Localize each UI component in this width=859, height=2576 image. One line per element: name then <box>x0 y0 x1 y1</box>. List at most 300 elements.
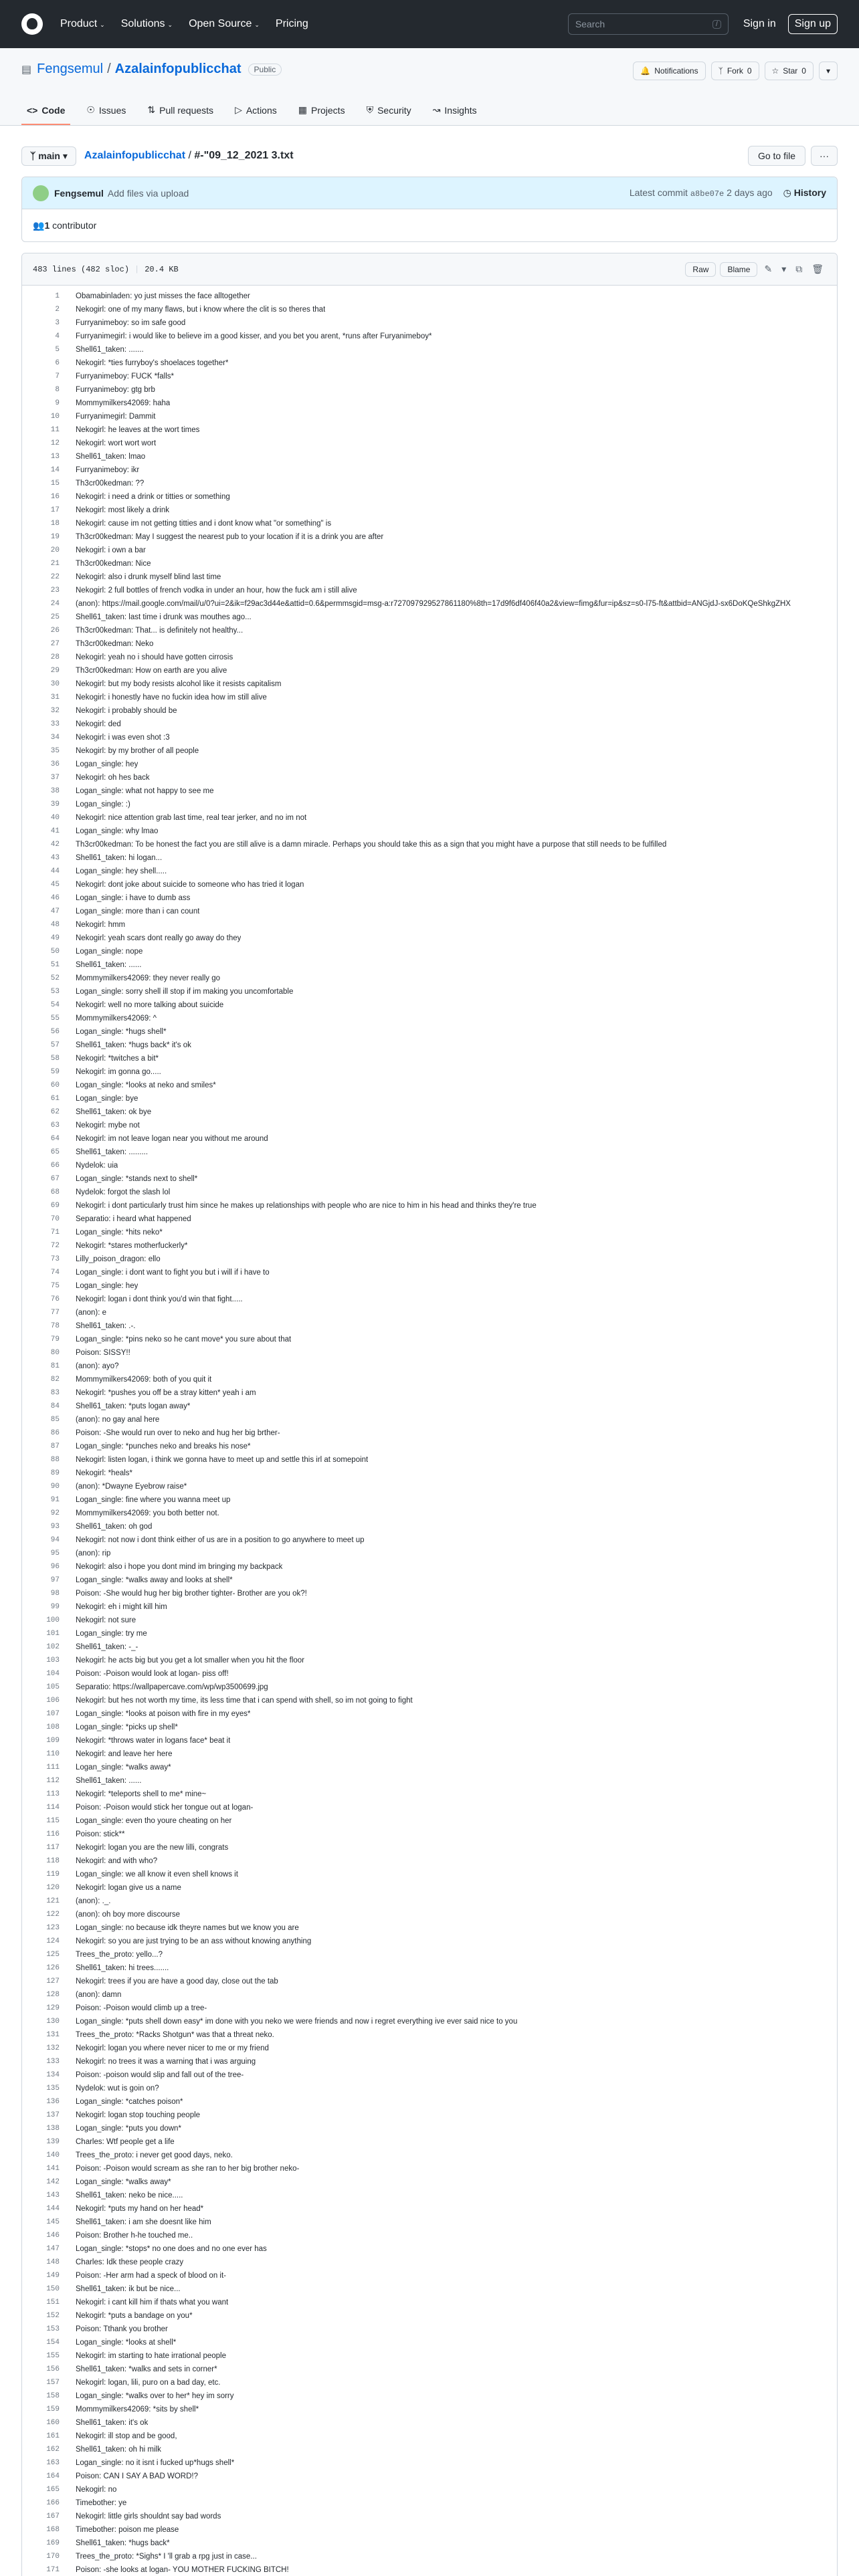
line-number[interactable]: 129 <box>46 2004 60 2012</box>
line-text: Poison: -she looks at logan- YOU MOTHER FUCKING BITCH! <box>76 2566 289 2574</box>
commit-author-link[interactable]: Fengsemul <box>54 187 104 199</box>
line-number[interactable]: 133 <box>46 2058 60 2066</box>
line-number[interactable]: 160 <box>46 2419 60 2427</box>
line-number[interactable]: 25 <box>50 613 60 621</box>
line-number[interactable]: 33 <box>50 720 60 728</box>
line-number[interactable]: 104 <box>46 1670 60 1678</box>
line-number[interactable]: 22 <box>50 573 60 581</box>
line-number[interactable]: 52 <box>50 974 60 982</box>
file-content <box>22 286 837 2576</box>
line-number[interactable]: 144 <box>46 2205 60 2213</box>
code-line <box>22 2055 837 2068</box>
line-number[interactable]: 40 <box>50 814 60 822</box>
file-size: 20.4 KB <box>145 264 179 274</box>
code-line <box>22 423 837 437</box>
line-number[interactable]: 53 <box>50 988 60 996</box>
blame-button[interactable]: Blame <box>720 262 757 277</box>
more-options-button[interactable]: ··· <box>811 146 838 166</box>
line-number[interactable]: 5 <box>55 346 60 354</box>
code-line <box>22 1199 837 1212</box>
line-text: (anon): e <box>76 1309 107 1317</box>
code-line <box>22 1694 837 1707</box>
line-number[interactable]: 61 <box>50 1095 60 1103</box>
line-number[interactable]: 94 <box>50 1536 60 1544</box>
line-text: Mommymilkers42069: both of you quit it <box>76 1376 212 1384</box>
code-line <box>22 905 837 918</box>
line-number[interactable]: 163 <box>46 2459 60 2467</box>
repo-owner-link[interactable]: Fengsemul <box>37 62 104 76</box>
line-number[interactable]: 54 <box>50 1001 60 1009</box>
line-number[interactable]: 72 <box>50 1242 60 1250</box>
line-number[interactable]: 93 <box>50 1523 60 1531</box>
line-text: Nekogirl: eh i might kill him <box>76 1603 167 1611</box>
line-number[interactable]: 29 <box>50 667 60 675</box>
fork-count: 0 <box>747 66 752 76</box>
line-number[interactable]: 3 <box>55 319 60 327</box>
line-number[interactable]: 42 <box>50 841 60 849</box>
github-logo-icon[interactable] <box>21 13 43 35</box>
line-number[interactable]: 167 <box>46 2512 60 2520</box>
line-number[interactable]: 145 <box>46 2218 60 2226</box>
fork-label: Fork <box>727 66 743 76</box>
line-number[interactable]: 122 <box>46 1911 60 1919</box>
code-line <box>22 1293 837 1306</box>
tab-pull-requests[interactable] <box>142 104 219 125</box>
line-number[interactable]: 135 <box>46 2084 60 2092</box>
line-number[interactable]: 83 <box>50 1389 60 1397</box>
line-number[interactable]: 101 <box>46 1630 60 1638</box>
line-text: Nekogirl: i was even shot :3 <box>76 734 170 742</box>
line-number[interactable]: 123 <box>46 1924 60 1932</box>
code-line <box>22 2229 837 2242</box>
line-number[interactable]: 8 <box>55 386 60 394</box>
search-input[interactable] <box>568 13 729 35</box>
line-text: Logan_single: why lmao <box>76 827 159 835</box>
line-number[interactable]: 73 <box>50 1255 60 1263</box>
file-line-count: 483 lines (482 sloc) <box>33 264 130 274</box>
code-line <box>22 2135 837 2149</box>
line-number[interactable]: 151 <box>46 2298 60 2306</box>
go-to-file-button[interactable]: Go to file <box>748 146 805 166</box>
line-number[interactable]: 67 <box>50 1175 60 1183</box>
line-number[interactable]: 23 <box>50 586 60 595</box>
star-button[interactable] <box>765 62 814 80</box>
line-text: Logan_single: more than i can count <box>76 907 200 916</box>
line-number[interactable]: 165 <box>46 2486 60 2494</box>
line-number[interactable]: 62 <box>50 1108 60 1116</box>
line-number[interactable]: 146 <box>46 2232 60 2240</box>
line-number[interactable]: 136 <box>46 2098 60 2106</box>
line-number[interactable]: 155 <box>46 2352 60 2360</box>
line-number[interactable]: 108 <box>46 1723 60 1731</box>
line-number[interactable]: 86 <box>50 1429 60 1437</box>
line-text: Trees_the_proto: *Sighs* I 'll grab a rpg just in case... <box>76 2553 257 2561</box>
line-text: Nekogirl: yeah no i should have gotten cirrosis <box>76 653 233 661</box>
code-line <box>22 1654 837 1667</box>
sign-up-button[interactable]: Sign up <box>788 14 838 34</box>
line-number[interactable]: 90 <box>50 1483 60 1491</box>
line-number[interactable]: 100 <box>46 1616 60 1624</box>
line-number[interactable]: 171 <box>46 2566 60 2574</box>
line-number[interactable]: 43 <box>50 854 60 862</box>
top-nav <box>0 0 859 48</box>
chevron-down-icon[interactable]: ▾ <box>781 263 787 274</box>
line-number[interactable]: 128 <box>46 1991 60 1999</box>
line-number[interactable]: 30 <box>50 680 60 688</box>
history-link[interactable] <box>783 187 826 199</box>
line-number[interactable]: 76 <box>50 1295 60 1303</box>
line-text: Th3cr00kedman: ?? <box>76 479 145 488</box>
line-number[interactable]: 48 <box>50 921 60 929</box>
line-text: Separatio: https://wallpapercave.com/wp/wp3500699.jpg <box>76 1683 268 1691</box>
line-number[interactable]: 138 <box>46 2125 60 2133</box>
line-number[interactable]: 142 <box>46 2178 60 2186</box>
line-number[interactable]: 31 <box>50 693 60 702</box>
line-text: Nekogirl: logan you are the new lilli, congrats <box>76 1844 229 1852</box>
line-number[interactable]: 10 <box>50 413 60 421</box>
line-number[interactable]: 56 <box>50 1028 60 1036</box>
code-line <box>22 1948 837 1961</box>
line-number[interactable]: 41 <box>50 827 60 835</box>
line-text: Mommymilkers42069: you both better not. <box>76 1509 219 1517</box>
line-text: Nekogirl: ded <box>76 720 121 728</box>
line-number[interactable]: 15 <box>50 479 60 488</box>
code-line <box>22 1493 837 1507</box>
line-number[interactable]: 131 <box>46 2031 60 2039</box>
avatar[interactable] <box>33 185 49 201</box>
line-number[interactable]: 168 <box>46 2526 60 2534</box>
commit-message[interactable]: Add files via upload <box>107 187 189 199</box>
line-number[interactable]: 112 <box>46 1777 60 1785</box>
repo-name-link[interactable]: Azalainfopublicchat <box>114 62 242 76</box>
line-number[interactable]: 98 <box>50 1590 60 1598</box>
nav-open-source[interactable] <box>189 18 260 30</box>
file-actions <box>685 262 826 277</box>
line-number[interactable]: 109 <box>46 1737 60 1745</box>
contributors-count[interactable]: 1 <box>44 220 50 231</box>
line-text: Furryanimeboy: so im safe good <box>76 319 186 327</box>
code-line <box>22 1734 837 1747</box>
notifications-button[interactable] <box>633 62 705 80</box>
line-text: Logan_single: *walks over to her* hey im sorry <box>76 2392 234 2400</box>
commit-hash-link[interactable]: a8be07e <box>690 189 725 199</box>
line-text: Nekogirl: no trees it was a warning that i was arguing <box>76 2058 256 2066</box>
line-number[interactable]: 120 <box>46 1884 60 1892</box>
line-number[interactable]: 59 <box>50 1068 60 1076</box>
line-number[interactable]: 44 <box>50 867 60 875</box>
line-number[interactable]: 75 <box>50 1282 60 1290</box>
line-number[interactable]: 166 <box>46 2499 60 2507</box>
line-number[interactable]: 147 <box>46 2245 60 2253</box>
line-number[interactable]: 12 <box>50 439 60 447</box>
line-number[interactable]: 71 <box>50 1228 60 1237</box>
line-number[interactable]: 49 <box>50 934 60 942</box>
line-number[interactable]: 91 <box>50 1496 60 1504</box>
line-number[interactable]: 34 <box>50 734 60 742</box>
code-line <box>22 1560 837 1574</box>
line-number[interactable]: 45 <box>50 881 60 889</box>
line-number[interactable]: 115 <box>46 1817 60 1825</box>
line-number[interactable]: 121 <box>46 1897 60 1905</box>
nav-solutions-label: Solutions <box>120 18 165 29</box>
line-number[interactable]: 140 <box>46 2151 60 2159</box>
line-number[interactable]: 2 <box>55 306 60 314</box>
line-text: Shell61_taken: oh god <box>76 1523 153 1531</box>
line-number[interactable]: 9 <box>55 399 60 407</box>
notifications-label: Notifications <box>654 66 698 76</box>
line-number[interactable]: 162 <box>46 2446 60 2454</box>
line-number[interactable]: 152 <box>46 2312 60 2320</box>
code-line <box>22 2523 837 2537</box>
code-line <box>22 530 837 544</box>
line-text: Shell61_taken: hi logan... <box>76 854 163 862</box>
line-number[interactable]: 11 <box>50 426 60 434</box>
line-number[interactable]: 51 <box>50 961 60 969</box>
line-number[interactable]: 17 <box>50 506 60 514</box>
fork-icon: ᛉ <box>718 66 723 76</box>
nav-solutions[interactable] <box>121 18 173 30</box>
line-text: Nekogirl: also i hope you dont mind im bringing my backpack <box>76 1563 283 1571</box>
code-line <box>22 1841 837 1854</box>
copy-icon[interactable]: ⧉ <box>795 263 803 274</box>
code-line <box>22 2563 837 2576</box>
trash-icon[interactable]: 🗑 <box>812 263 824 274</box>
raw-button[interactable]: Raw <box>685 262 716 277</box>
line-number[interactable]: 125 <box>46 1951 60 1959</box>
line-number[interactable]: 134 <box>46 2071 60 2079</box>
code-line <box>22 2175 837 2189</box>
line-number[interactable]: 57 <box>50 1041 60 1049</box>
line-number[interactable]: 50 <box>50 948 60 956</box>
code-line <box>22 2456 837 2470</box>
line-number[interactable]: 24 <box>50 600 60 608</box>
line-number[interactable]: 157 <box>46 2379 60 2387</box>
code-line <box>22 1386 837 1400</box>
line-number[interactable]: 156 <box>46 2365 60 2373</box>
line-number[interactable]: 159 <box>46 2405 60 2413</box>
line-number[interactable]: 118 <box>46 1857 60 1865</box>
line-number[interactable]: 158 <box>46 2392 60 2400</box>
line-text: Shell61_taken: *walks and sets in corner* <box>76 2365 217 2373</box>
code-line <box>22 1012 837 1025</box>
line-number[interactable]: 105 <box>46 1683 60 1691</box>
code-line <box>22 851 837 865</box>
search-placeholder: Search <box>575 19 605 29</box>
line-number[interactable]: 55 <box>50 1014 60 1023</box>
line-number[interactable]: 126 <box>46 1964 60 1972</box>
line-number[interactable]: 119 <box>46 1870 60 1879</box>
line-number[interactable]: 103 <box>46 1656 60 1665</box>
line-number[interactable]: 66 <box>50 1162 60 1170</box>
line-number[interactable]: 13 <box>50 453 60 461</box>
line-number[interactable]: 78 <box>50 1322 60 1330</box>
line-number[interactable]: 89 <box>50 1469 60 1477</box>
line-number[interactable]: 127 <box>46 1977 60 1985</box>
line-number[interactable]: 87 <box>50 1442 60 1451</box>
line-text: Trees_the_proto: yello...? <box>76 1951 163 1959</box>
line-number[interactable]: 58 <box>50 1055 60 1063</box>
line-text: Nekogirl: trees if you are have a good day, close out the tab <box>76 1977 278 1985</box>
line-number[interactable]: 47 <box>50 907 60 916</box>
branch-icon: ᛉ <box>30 150 39 161</box>
code-line <box>22 771 837 784</box>
code-line <box>22 544 837 557</box>
line-text: Nekogirl: by my brother of all people <box>76 747 199 755</box>
line-number[interactable]: 6 <box>55 359 60 367</box>
line-number[interactable]: 28 <box>50 653 60 661</box>
tab-insights[interactable] <box>427 104 482 125</box>
line-number[interactable]: 114 <box>46 1804 60 1812</box>
line-text: Shell61_taken: *hugs back* <box>76 2539 170 2547</box>
line-number[interactable]: 97 <box>50 1576 60 1584</box>
line-number[interactable]: 46 <box>50 894 60 902</box>
fork-button[interactable] <box>711 62 759 80</box>
line-number[interactable]: 107 <box>46 1710 60 1718</box>
line-number[interactable]: 60 <box>50 1081 60 1089</box>
branch-name: main <box>38 150 60 161</box>
code-line <box>22 1667 837 1681</box>
code-line <box>22 958 837 972</box>
tab-issues[interactable] <box>81 104 131 125</box>
line-number[interactable]: 80 <box>50 1349 60 1357</box>
code-line <box>22 343 837 356</box>
line-number[interactable]: 116 <box>46 1830 60 1838</box>
nav-product[interactable] <box>60 18 105 30</box>
line-text: Shell61_taken: oh hi milk <box>76 2446 161 2454</box>
line-number[interactable]: 137 <box>46 2111 60 2119</box>
line-number[interactable]: 164 <box>46 2472 60 2480</box>
code-line <box>22 1547 837 1560</box>
line-text: Th3cr00kedman: Nice <box>76 560 151 568</box>
breadcrumb-repo-link[interactable]: Azalainfopublicchat <box>84 150 186 161</box>
line-number[interactable]: 16 <box>50 493 60 501</box>
code-line <box>22 1253 837 1266</box>
tab-actions[interactable] <box>229 104 282 125</box>
line-number[interactable]: 102 <box>46 1643 60 1651</box>
line-number[interactable]: 96 <box>50 1563 60 1571</box>
code-line <box>22 2403 837 2416</box>
code-line <box>22 1065 837 1079</box>
line-number[interactable]: 84 <box>50 1402 60 1410</box>
line-number[interactable]: 65 <box>50 1148 60 1156</box>
tab-security[interactable] <box>361 104 417 125</box>
line-number[interactable]: 132 <box>46 2044 60 2052</box>
line-number[interactable]: 39 <box>50 800 60 809</box>
line-number[interactable]: 64 <box>50 1135 60 1143</box>
code-line <box>22 1346 837 1360</box>
code-line <box>22 1721 837 1734</box>
line-number[interactable]: 150 <box>46 2285 60 2293</box>
tab-code[interactable] <box>21 104 70 125</box>
line-number[interactable]: 153 <box>46 2325 60 2333</box>
line-number[interactable]: 143 <box>46 2191 60 2199</box>
line-number[interactable]: 110 <box>46 1750 60 1758</box>
line-number[interactable]: 106 <box>46 1697 60 1705</box>
line-number[interactable]: 14 <box>50 466 60 474</box>
line-number[interactable]: 92 <box>50 1509 60 1517</box>
code-line <box>22 1360 837 1373</box>
line-number[interactable]: 141 <box>46 2165 60 2173</box>
line-number[interactable]: 63 <box>50 1121 60 1130</box>
line-number[interactable]: 95 <box>50 1549 60 1558</box>
line-text: Nekogirl: no <box>76 2486 117 2494</box>
code-line <box>22 2443 837 2456</box>
line-text: Nydelok: forgot the slash lol <box>76 1188 171 1196</box>
pencil-icon[interactable]: ✎ <box>764 263 773 274</box>
line-text: Logan_single: :) <box>76 800 130 809</box>
line-number[interactable]: 74 <box>50 1269 60 1277</box>
line-text: Nekogirl: not now i dont think either of us are in a position to go anywhere to meet up <box>76 1536 365 1544</box>
sign-in-link[interactable]: Sign in <box>743 18 776 29</box>
code-line <box>22 1413 837 1426</box>
line-number[interactable]: 79 <box>50 1335 60 1344</box>
line-text: Logan_single: *hugs shell* <box>76 1028 167 1036</box>
line-number[interactable]: 37 <box>50 774 60 782</box>
line-number[interactable]: 148 <box>46 2258 60 2266</box>
line-number[interactable]: 161 <box>46 2432 60 2440</box>
line-number[interactable]: 20 <box>50 546 60 554</box>
line-number[interactable]: 35 <box>50 747 60 755</box>
line-number[interactable]: 68 <box>50 1188 60 1196</box>
line-number[interactable]: 26 <box>50 627 60 635</box>
tab-projects[interactable] <box>293 104 351 125</box>
code-line <box>22 2496 837 2510</box>
line-number[interactable]: 82 <box>50 1376 60 1384</box>
line-number[interactable]: 4 <box>55 332 60 340</box>
code-line <box>22 1614 837 1627</box>
line-number[interactable]: 27 <box>50 640 60 648</box>
line-number[interactable]: 70 <box>50 1215 60 1223</box>
line-number[interactable]: 154 <box>46 2339 60 2347</box>
line-number[interactable]: 7 <box>55 372 60 381</box>
code-line <box>22 2189 837 2202</box>
line-number[interactable]: 170 <box>46 2553 60 2561</box>
code-line <box>22 1854 837 1868</box>
line-number[interactable]: 18 <box>50 520 60 528</box>
line-number[interactable]: 81 <box>50 1362 60 1370</box>
line-number[interactable]: 113 <box>46 1790 60 1798</box>
code-line <box>22 1895 837 1908</box>
line-number[interactable]: 36 <box>50 760 60 768</box>
line-number[interactable]: 38 <box>50 787 60 795</box>
nav-pricing[interactable]: Pricing <box>275 18 308 29</box>
line-number[interactable]: 139 <box>46 2138 60 2146</box>
line-number[interactable]: 130 <box>46 2018 60 2026</box>
line-text: Nekogirl: listen logan, i think we gonna have to meet up and settle this irl at somepoint <box>76 1456 369 1464</box>
line-text: (anon): https://mail.google.com/mail/u/0?ui=2&ik=f29ac3d44e&attid=0.6&permmsgid=msg-a:r727097929527861180%8th=17d9f6df406f40a2&view=fimg&fur=ip&sz=s0-l75-ft&attbid=ANGjdJ-sx6DoKQeShkgZHX <box>76 600 791 608</box>
line-number[interactable]: 19 <box>50 533 60 541</box>
line-number[interactable]: 88 <box>50 1456 60 1464</box>
code-line <box>22 1975 837 1988</box>
line-text: Nekogirl: mybe not <box>76 1121 140 1130</box>
line-number[interactable]: 117 <box>46 1844 60 1852</box>
line-number[interactable]: 1 <box>55 292 60 300</box>
line-number[interactable]: 111 <box>46 1763 60 1772</box>
star-dropdown-button[interactable] <box>819 62 838 80</box>
line-number[interactable]: 99 <box>50 1603 60 1611</box>
line-number[interactable]: 21 <box>50 560 60 568</box>
repo-tabs <box>21 104 493 125</box>
line-number[interactable]: 69 <box>50 1202 60 1210</box>
line-number[interactable]: 77 <box>50 1309 60 1317</box>
line-number[interactable]: 149 <box>46 2272 60 2280</box>
line-number[interactable]: 124 <box>46 1937 60 1945</box>
line-text: Nekogirl: hmm <box>76 921 126 929</box>
branch-select[interactable] <box>21 146 76 166</box>
line-number[interactable]: 85 <box>50 1416 60 1424</box>
line-number[interactable]: 32 <box>50 707 60 715</box>
line-number[interactable]: 169 <box>46 2539 60 2547</box>
